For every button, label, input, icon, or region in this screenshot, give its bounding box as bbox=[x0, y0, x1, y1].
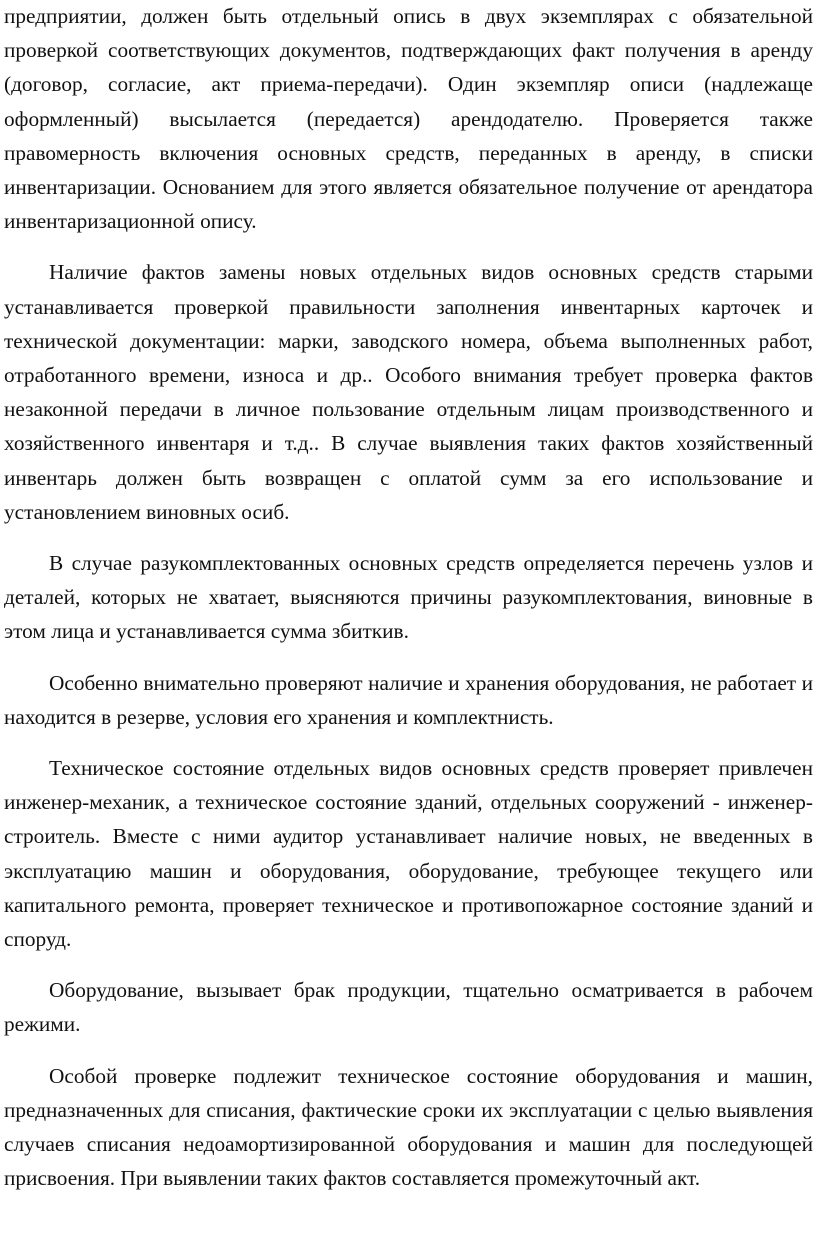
paragraph-replacement-facts: Наличие фактов замены новых отдельных видов основных средств старыми устанавливается проверкой правильности заполнения инвентарных карточек и технической документации: марки, заводского номера, объема выполненных работ, отработанного времени, износа и др.. Особого внимания требует проверка фактов незаконной передачи в личное пользование отдельным лицам производственного и хозяйственного инвентаря и т.д.. В случае выявления таких фактов хозяйственный инвентарь должен быть возвращен с оплатой сумм за его использование и установлением виновных осиб. bbox=[4, 260, 813, 524]
paragraph-technical-condition: Техническое состояние отдельных видов основных средств проверяет привлечен инженер-механик, а техническое состояние зданий, отдельных сооружений - инженер-строитель. Вместе с ними аудитор устанавливает наличие новых, не введенных в эксплуатацию машин и оборудования, оборудование, требующее текущего или капитального ремонта, проверяет техническое и противопожарное состояние зданий и споруд. bbox=[4, 756, 813, 952]
paragraph-continued: предприятии, должен быть отдельный опись в двух экземплярах с обязательной проверкой соответствующих документов, подтверждающих факт получения в аренду (договор, согласие, акт приема-передачи). Один экземпляр описи (надлежаще оформленный) высылается (передается) арендодателю. Проверяется также правомерность включения основных средств, переданных в аренду, в списки инвентаризации. Основанием для этого является обязательное получение от арендатора инвентаризационной опису. bbox=[4, 4, 813, 234]
paragraph-write-off-check: Особой проверке подлежит техническое состояние оборудования и машин, предназначенных для списания, фактические сроки их эксплуатации с целью выявления случаев списания недоамортизированной оборудования и машин для последующей присвоения. При выявлении таких фактов составляется промежуточный акт. bbox=[4, 1063, 813, 1191]
paragraph-defect-equipment: Оборудование, вызывает брак продукции, тщательно осматривается в рабочем режими. bbox=[4, 978, 813, 1037]
paragraph-incomplete-assets: В случае разукомплектованных основных средств определяется перечень узлов и деталей, которых не хватает, выясняются причины разукомплектования, виновные в этом лица и устанавливается сумма збиткив. bbox=[4, 551, 813, 644]
paragraph-reserve-equipment: Особенно внимательно проверяют наличие и хранения оборудования, не работает и находится в резерве, условия его хранения и комплектнисть. bbox=[4, 670, 813, 729]
